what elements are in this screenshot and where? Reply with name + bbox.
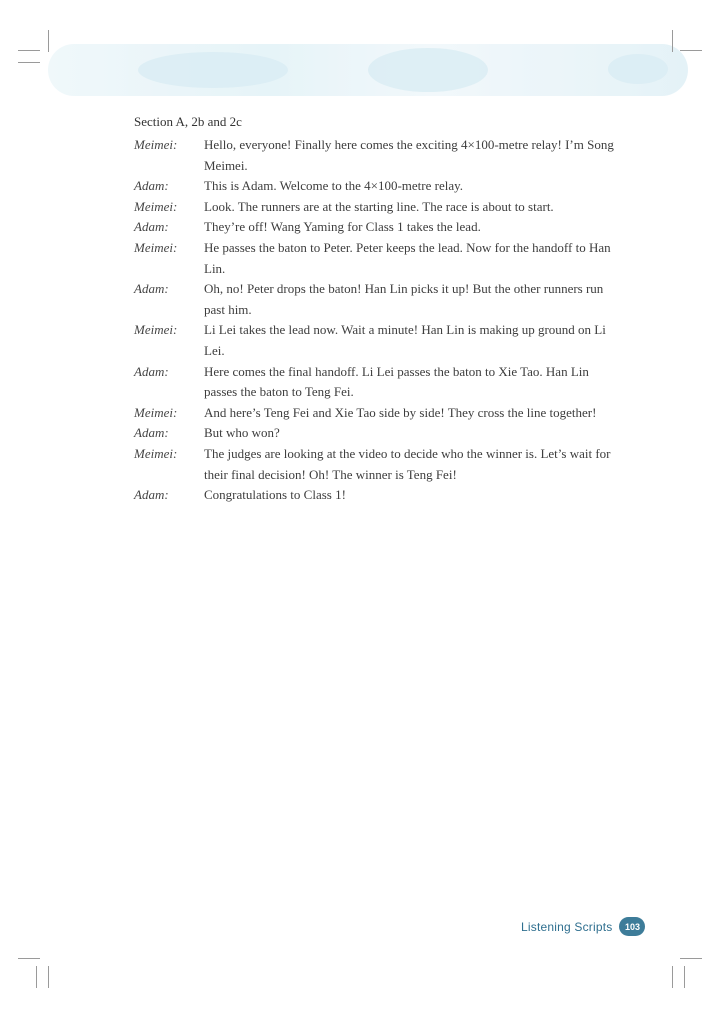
dialogue-line: Oh, no! Peter drops the baton! Han Lin picks it up! But the other runners run: [204, 281, 604, 297]
dialogue-line: They’re off! Wang Yaming for Class 1 takes the lead.: [204, 219, 481, 235]
dialogue-line: Congratulations to Class 1!: [204, 487, 346, 503]
speaker-name: Meimei:: [134, 137, 178, 152]
speaker-name: Meimei:: [134, 198, 178, 214]
crop-mark-bottom-right-v2: [684, 966, 685, 988]
speaker-name: Adam:: [134, 363, 169, 379]
crop-mark-top-left-v: [48, 30, 49, 52]
speaker-name: Adam:: [134, 425, 169, 441]
crop-mark-top-left-h: [18, 50, 40, 51]
page-number-badge: 103: [619, 917, 645, 936]
band-blob-middle: [368, 48, 488, 92]
dialogue-line: Here comes the final handoff. Li Lei passes the baton to Xie Tao. Han Lin: [204, 363, 589, 379]
dialogue-text: [204, 362, 624, 403]
dialogue-line: Li Lei takes the lead now. Wait a minute! Han Lin is making up ground on Li: [204, 322, 606, 338]
dialogue-row: [134, 279, 624, 320]
dialogue-row: [134, 176, 624, 197]
speaker-name: Meimei:: [134, 445, 178, 461]
speaker-name: Meimei:: [134, 404, 178, 420]
crop-mark-bottom-left-v: [36, 966, 37, 988]
crop-mark-bottom-right-v: [672, 966, 673, 988]
dialogue-line: And here’s Teng Fei and Xie Tao side by side! They cross the line together!: [204, 404, 597, 420]
dialogue-text: [204, 135, 624, 176]
crop-mark-top-right-h: [680, 50, 702, 51]
speaker-name: Adam:: [134, 487, 169, 503]
dialogue-line: Lei.: [204, 342, 225, 358]
dialogue-row: [134, 423, 624, 444]
dialogue-line: The judges are looking at the video to decide who the winner is. Let’s wait for: [204, 445, 611, 461]
dialogue-text: [204, 444, 624, 485]
header-decorative-band: [48, 44, 688, 96]
dialogue-text: [204, 320, 624, 361]
dialogue-row: [134, 403, 624, 424]
dialogue-line: their final decision! Oh! The winner is Teng Fei!: [204, 466, 457, 482]
crop-mark-top-right-v: [672, 30, 673, 52]
dialogue-text: [204, 176, 624, 197]
speaker-name: Adam:: [134, 219, 169, 235]
speaker-name: Meimei:: [134, 322, 178, 338]
dialogue-line: Hello, everyone! Finally here comes the exciting 4×100-metre relay! I’m Song: [204, 137, 614, 152]
dialogue-text: [204, 279, 624, 320]
dialogue-text: [204, 217, 624, 238]
band-blob-right: [608, 54, 668, 84]
dialogue-row: [134, 217, 624, 238]
dialogue-line: Meimei.: [204, 157, 248, 173]
dialogue-text: [204, 197, 624, 218]
dialogue-line: This is Adam. Welcome to the 4×100-metre relay.: [204, 178, 463, 194]
speaker-name: Adam:: [134, 178, 169, 194]
dialogue-line: He passes the baton to Peter. Peter keeps the lead. Now for the handoff to Han: [204, 239, 611, 255]
crop-mark-bottom-right-h: [680, 958, 702, 959]
dialogue-text: [204, 238, 624, 279]
page-footer: [521, 917, 645, 936]
section-title: Section A, 2b and 2c: [134, 114, 242, 129]
speaker-name: Meimei:: [134, 239, 178, 255]
speaker-name: Adam:: [134, 281, 169, 297]
dialogue-row: [134, 238, 624, 279]
dialogue-row: [134, 320, 624, 361]
listening-script: [134, 135, 624, 506]
dialogue-row: [134, 197, 624, 218]
crop-mark-top-left-h2: [18, 62, 40, 63]
dialogue-text: [204, 423, 624, 444]
dialogue-row: [134, 444, 624, 485]
dialogue-line: Look. The runners are at the starting line. The race is about to start.: [204, 198, 554, 214]
footer-label: Listening Scripts: [521, 919, 613, 934]
crop-mark-bottom-left-h: [18, 958, 40, 959]
crop-mark-bottom-left-v2: [48, 966, 49, 988]
dialogue-line: passes the baton to Teng Fei.: [204, 384, 354, 400]
band-blob-left: [138, 52, 288, 88]
dialogue-row: [134, 485, 624, 506]
dialogue-row: [134, 362, 624, 403]
dialogue-line: Lin.: [204, 260, 226, 276]
dialogue-line: past him.: [204, 301, 252, 317]
dialogue-text: [204, 485, 624, 506]
dialogue-text: [204, 403, 624, 424]
dialogue-line: But who won?: [204, 425, 280, 441]
dialogue-row: [134, 135, 624, 176]
